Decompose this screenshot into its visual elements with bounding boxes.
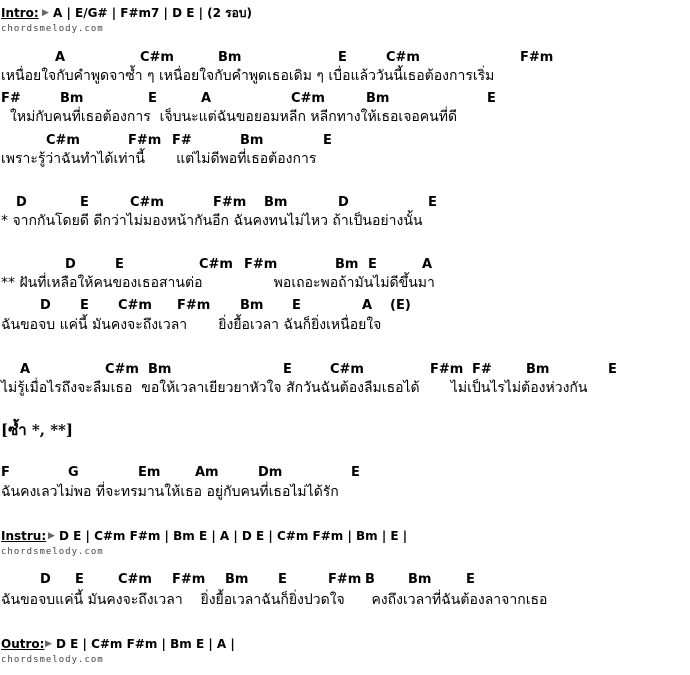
chord: D: [16, 195, 27, 210]
chord: F#m: [430, 362, 464, 377]
chord: B: [365, 572, 375, 587]
intro-label: Intro:: [1, 6, 39, 20]
chord: E: [368, 257, 377, 272]
play-triangle-icon: ▶: [48, 531, 55, 541]
chord: E: [80, 298, 89, 313]
watermark: chordsmelody.com: [1, 655, 104, 665]
chord: E: [428, 195, 437, 210]
chord: Bm: [366, 91, 390, 106]
chord: (E): [390, 298, 411, 313]
chord: E: [292, 298, 301, 313]
chord: D: [40, 572, 51, 587]
chord: E: [283, 362, 292, 377]
chord: Bm: [148, 362, 172, 377]
chord: C#m: [46, 133, 80, 148]
chord: F#m: [128, 133, 162, 148]
chord: Bm: [408, 572, 432, 587]
chord: A: [55, 50, 66, 65]
lyric-line: ฉันขอจบแค่นี้ มันคงจะถึงเวลา ยิ่งยื้อเวลาฉันก็ยิ่งปวดใจ คงถึงเวลาที่ฉันต้องลาจากเธอ: [1, 592, 548, 608]
instru-label: Instru:: [1, 529, 47, 543]
chord: C#m: [291, 91, 325, 106]
chord: F#m: [520, 50, 554, 65]
chord: A: [201, 91, 212, 106]
chord: E: [466, 572, 475, 587]
chord: Dm: [258, 465, 283, 480]
outro-label: Outro:: [1, 637, 45, 651]
chord: G: [68, 465, 79, 480]
chord: F#m: [172, 572, 206, 587]
chord: Bm: [264, 195, 288, 210]
chord: Em: [138, 465, 161, 480]
chord: C#m: [199, 257, 233, 272]
lyric-line: ไม่รู้เมื่อไรถึงจะลืมเธอ ขอให้เวลาเยียวยาหัวใจ สักวันฉันต้องลืมเธอได้ ไม่เป็นไรไม่ต้องห่วงกัน: [1, 380, 588, 396]
chord: D: [65, 257, 76, 272]
chord: D: [40, 298, 51, 313]
play-triangle-icon: ▶: [42, 8, 49, 18]
chord: F#: [472, 362, 492, 377]
chord: A: [362, 298, 373, 313]
intro-sequence: A | E/G# | F#m7 | D E | (2 รอบ): [53, 6, 252, 20]
chord: E: [278, 572, 287, 587]
chord: D: [338, 195, 349, 210]
chord: F#m: [213, 195, 247, 210]
chord: E: [487, 91, 496, 106]
lyric-line: ** ฝันที่เหลือให้คนของเธอสานต่อ พอเถอะพอถ้ามันไม่ดีขึ้นมา: [1, 275, 435, 291]
chord: E: [323, 133, 332, 148]
chord: E: [148, 91, 157, 106]
chord: C#m: [118, 572, 152, 587]
chord: C#m: [140, 50, 174, 65]
watermark: chordsmelody.com: [1, 24, 104, 34]
chord: E: [608, 362, 617, 377]
lyric-line: เหนื่อยใจกับคำพูดจาซ้ำ ๆ เหนื่อยใจกับคำพูดเธอเดิม ๆ เบื่อแล้ววันนี้เธอต้องการเริ่ม: [1, 68, 495, 84]
chord: C#m: [130, 195, 164, 210]
play-triangle-icon: ▶: [45, 639, 52, 649]
chord: E: [80, 195, 89, 210]
chord: F#m: [244, 257, 278, 272]
lyric-line: ฉันคงเลวไม่พอ ที่จะทรมานให้เธอ อยู่กับคนที่เธอไม่ได้รัก: [1, 484, 339, 500]
chord: Bm: [335, 257, 359, 272]
chord: C#m: [386, 50, 420, 65]
chord: E: [75, 572, 84, 587]
outro-sequence: D E | C#m F#m | Bm E | A |: [56, 637, 235, 651]
watermark: chordsmelody.com: [1, 547, 104, 557]
chord: E: [351, 465, 360, 480]
chord: Bm: [218, 50, 242, 65]
chord: Bm: [240, 133, 264, 148]
chord: F#m: [177, 298, 211, 313]
lyric-line: * จากกันโดยดี ดีกว่าไม่มองหน้ากันอีก ฉันคงทนไม่ไหว ถ้าเป็นอย่างนั้น: [1, 213, 423, 229]
chord: A: [422, 257, 433, 272]
chord: F#: [172, 133, 192, 148]
lyric-line: ฉันขอจบ แค่นี้ มันคงจะถึงเวลา ยิ่งยื้อเวลา ฉันก็ยิ่งเหนื่อยใจ: [1, 317, 382, 333]
chord: A: [20, 362, 31, 377]
chord: Bm: [240, 298, 264, 313]
lyric-line: ใหม่กับคนที่เธอต้องการ เจ็บนะแต่ฉันขอยอมหลีก หลีกทางให้เธอเจอคนที่ดี: [10, 109, 458, 125]
chord: F#: [1, 91, 21, 106]
chord: Am: [195, 465, 219, 480]
chord: C#m: [105, 362, 139, 377]
chord: E: [338, 50, 347, 65]
instru-sequence: D E | C#m F#m | Bm E | A | D E | C#m F#m | Bm | E |: [59, 529, 408, 543]
chord: Bm: [60, 91, 84, 106]
chord: C#m: [118, 298, 152, 313]
lyric-line: เพราะรู้ว่าฉันทำได้เท่านี้ แต่ไม่ดีพอที่เธอต้องการ: [1, 151, 317, 167]
chord: Bm: [225, 572, 249, 587]
chord: E: [115, 257, 124, 272]
chord: Bm: [526, 362, 550, 377]
chord: F: [1, 465, 10, 480]
repeat-marker: [ซ้ำ *, **]: [1, 421, 73, 439]
chord: C#m: [330, 362, 364, 377]
chord: F#m: [328, 572, 362, 587]
